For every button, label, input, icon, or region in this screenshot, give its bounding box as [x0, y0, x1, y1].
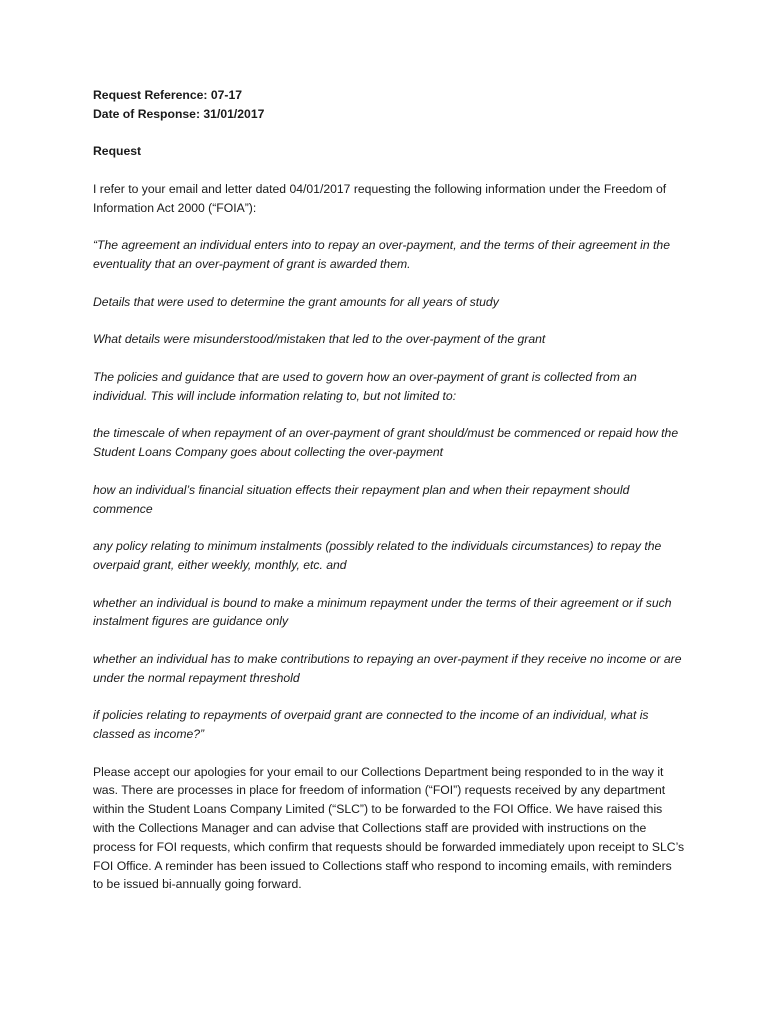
request-item: The policies and guidance that are used to govern how an over-payment of grant is collected from an individual. This will include information relating to, but not limited to: [93, 369, 637, 403]
request-heading: Request [93, 144, 142, 159]
response-paragraph: Please accept our apologies for your email to our Collections Department being responded to in the way it was. There are processes in place for freedom of information (“FOI”) requests received by any department within the Student Loans Company Limited (“SLC”) to be forwarded to the FOI Office. We have raised this with the Collections Manager and can advise that Collections staff are provided with instructions on the process for FOI requests, which confirm that requests should be forwarded immediately upon receipt to SLC’s FOI Office. A reminder has been issued to Collections staff who respond to incoming emails, with reminders to be issued bi-annually going forward. [93, 764, 685, 892]
request-item: any policy relating to minimum instalments (possibly related to the individuals circumstances) to repay the overpaid grant, either weekly, monthly, etc. and [93, 539, 662, 572]
request-item: What details were misunderstood/mistaken that led to the over-payment of the grant [93, 332, 546, 347]
request-item: how an individual’s financial situation effects their repayment plan and when their repayment should commence [93, 482, 630, 516]
request-item: if policies relating to repayments of overpaid grant are connected to the income of an individual, what is classed as income?” [93, 708, 649, 742]
request-item: the timescale of when repayment of an over-payment of grant should/must be commenced or repaid how the Student Loans Company goes about collecting the over-payment [93, 426, 679, 460]
request-item: whether an individual is bound to make a minimum repayment under the terms of their agreement or if such instalment figures are guidance only [93, 595, 672, 629]
response-date: Date of Response: 31/01/2017 [93, 106, 265, 121]
request-item: Details that were used to determine the grant amounts for all years of study [93, 294, 499, 309]
request-reference: Request Reference: 07-17 [93, 88, 243, 102]
request-intro: I refer to your email and letter dated 04/01/2017 requesting the following information under the Freedom of Information Act 2000 (“FOIA”): [93, 181, 667, 215]
document-body [93, 86, 685, 894]
request-item: “The agreement an individual enters into to repay an over-payment, and the terms of their agreement in the eventuality that an over-payment of grant is awarded them. [93, 238, 670, 272]
request-item: whether an individual has to make contributions to repaying an over-payment if they receive no income or are under the normal repayment threshold [93, 651, 682, 685]
